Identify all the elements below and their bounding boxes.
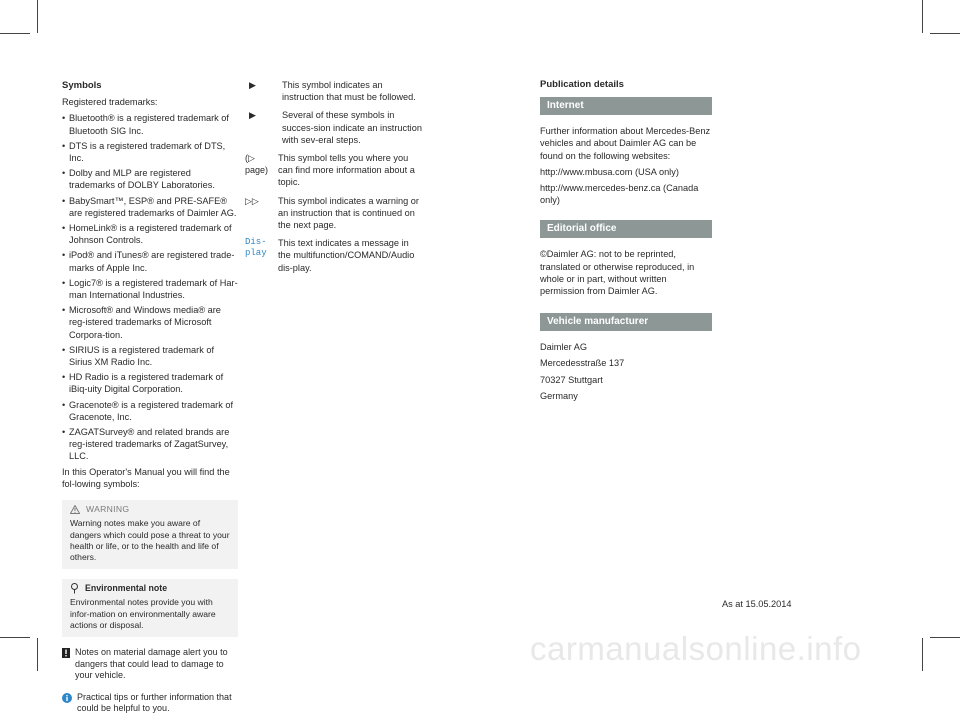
editorial-text: ©Daimler AG: not to be reprinted, translated or otherwise reproduced, in whole or in part, without written permission from Daimler AG.	[540, 249, 695, 297]
warning-box	[62, 500, 238, 569]
environmental-text: Environmental notes provide you with infor-mation on environmentally aware actions or disposal.	[70, 597, 216, 630]
website-link-canada[interactable]: http://www.mercedes-benz.ca (Canada only)	[540, 183, 699, 206]
display-text-sample: Dis- play	[245, 237, 267, 259]
symbol-description: This symbol indicates an instruction that must be followed.	[282, 80, 416, 103]
environmental-title: Environmental note	[85, 583, 168, 594]
publication-details-heading: Publication details	[540, 79, 624, 90]
website-link-usa[interactable]: http://www.mbusa.com (USA only)	[540, 166, 679, 177]
environment-icon	[70, 583, 79, 594]
manufacturer-line: Germany	[540, 390, 578, 401]
symbol-description: Several of these symbols in succes-sion indicate an instruction with sev-eral steps.	[282, 110, 422, 145]
trademark-item: • Logic7® is a registered trademark of Har-man International Industries.	[62, 277, 238, 301]
trademark-item: • HD Radio is a registered trademark of iBiq-uity Digital Corporation.	[62, 372, 224, 395]
symbol-description: This symbol indicates a warning or an instruction that is continued on the next page.	[278, 195, 419, 231]
symbols-heading: Symbols	[62, 80, 102, 91]
exclamation-icon	[62, 648, 70, 658]
info-icon	[62, 693, 72, 703]
trademark-item: • iPod® and iTunes® are registered trade-marks of Apple Inc.	[62, 250, 235, 273]
right-column	[540, 79, 712, 406]
manufacturer-line: Daimler AG	[540, 342, 587, 353]
symbol-description: This text indicates a message in the multifunction/COMAND/Audio dis-play.	[278, 238, 415, 273]
manufacturer-line: Mercedesstraße 137	[540, 358, 625, 369]
trademark-item: • Bluetooth® is a registered trademark of Bluetooth SIG Inc.	[62, 113, 229, 136]
left-column	[62, 80, 238, 715]
trademark-item: • SIRIUS is a registered trademark of Sirius XM Radio Inc.	[62, 344, 215, 368]
trademarks-intro: Registered trademarks:	[62, 97, 158, 108]
material-damage-text: Notes on material damage alert you to dangers that could lead to damage to your vehicle.	[75, 646, 228, 681]
trademark-item: • Microsoft® and Windows media® are reg-istered trademarks of Microsoft Corpora-tion.	[62, 305, 221, 340]
continued-arrows-icon: ▷▷	[245, 195, 259, 206]
symbols-outro: In this Operator's Manual you will find the fol-lowing symbols:	[62, 466, 230, 489]
watermark: carmanualsonline.info	[530, 630, 862, 667]
warning-icon	[70, 505, 80, 514]
crop-mark	[0, 637, 30, 638]
practical-tips-text: Practical tips or further information that could be helpful to you.	[77, 691, 232, 714]
practical-tips-note	[62, 692, 238, 715]
warning-text: Warning notes make you aware of dangers which could pose a threat to your health or life, or to the health and life of others.	[70, 518, 230, 562]
crop-mark	[0, 33, 30, 34]
page-reference-symbol: (▷ page)	[245, 153, 269, 176]
trademark-item: • Gracenote® is a registered trademark of Gracenote, Inc.	[62, 399, 234, 422]
trademark-item: • ZAGATSurvey® and related brands are reg-istered trademarks of ZagatSurvey, LLC.	[62, 427, 230, 462]
crop-mark	[922, 638, 923, 671]
symbol-row	[245, 195, 423, 232]
instruction-arrow-icon: ▶	[249, 80, 256, 90]
symbol-row	[245, 79, 423, 103]
warning-title: WARNING	[86, 504, 130, 515]
crop-mark	[37, 638, 38, 671]
manufacturer-line: 70327 Stuttgart	[540, 374, 603, 385]
internet-heading: Internet	[540, 97, 712, 115]
instruction-arrow-icon: ▶	[249, 110, 256, 121]
symbol-row	[245, 237, 423, 274]
editorial-office-heading: Editorial office	[540, 220, 712, 238]
trademark-item: • BabySmart™, ESP® and PRE-SAFE® are registered trademarks of Daimler AG.	[62, 195, 237, 218]
symbol-row	[245, 109, 423, 146]
crop-mark	[37, 0, 38, 33]
trademark-item: • DTS is a registered trademark of DTS, Inc.	[62, 140, 226, 164]
environmental-box	[62, 579, 238, 637]
edition-date: As at 15.05.2014	[722, 599, 792, 609]
crop-mark	[930, 637, 960, 638]
symbol-row	[245, 152, 423, 189]
internet-text: Further information about Mercedes-Benz vehicles and about Daimler AG can be found on the following websites:	[540, 126, 711, 161]
trademark-item: • HomeLink® is a registered trademark of Johnson Controls.	[62, 223, 232, 246]
middle-column	[245, 79, 423, 280]
crop-mark	[922, 0, 923, 33]
symbol-description: This symbol tells you where you can find more information about a topic.	[278, 153, 415, 188]
vehicle-manufacturer-heading: Vehicle manufacturer	[540, 313, 712, 331]
trademark-item: • Dolby and MLP are registered trademarks of DOLBY Laboratories.	[62, 168, 215, 191]
crop-mark	[930, 33, 960, 34]
material-damage-note	[62, 647, 238, 682]
